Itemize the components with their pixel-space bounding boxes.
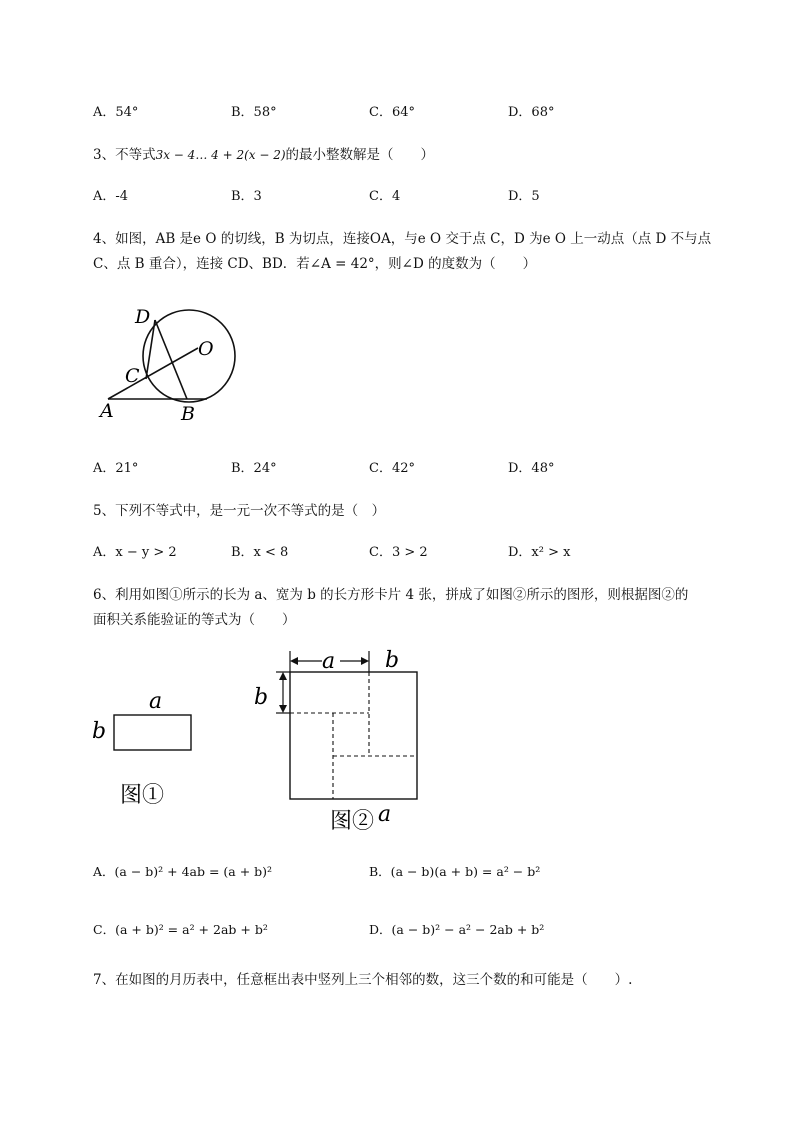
- q4-option-b: B．24°: [231, 461, 277, 476]
- arrowhead-left-icon: [290, 657, 298, 665]
- fig2-label-a-top: a: [322, 649, 336, 674]
- q6-option-c: C．(a + b)² = a² + 2ab + b²: [93, 922, 268, 937]
- q5-option-b: B．x < 8: [231, 545, 289, 560]
- label-b: B: [181, 403, 195, 425]
- q6-question-line1: 6、利用如图①所示的长为 a、宽为 b 的长方形卡片 4 张，拼成了如图②所示的图形，则根据图②的: [93, 587, 689, 603]
- q5-option-a: A．x − y > 2: [93, 545, 177, 560]
- q3-question: [93, 143, 434, 163]
- q3-expression: 3x − 4… 4 + 2(x − 2): [155, 148, 286, 162]
- chord-dc: [146, 320, 155, 379]
- q5-question: 5、下列不等式中，是一元一次不等式的是（ ）: [93, 503, 386, 519]
- q6-option-d: D．(a − b)² − a² − 2ab + b²: [369, 922, 545, 937]
- fig1-label-b: b: [92, 719, 107, 744]
- q2-option-d: D．68°: [508, 105, 555, 120]
- q2-option-c: C．64°: [369, 105, 415, 120]
- q6-question-line2: 面积关系能验证的等式为（ ）: [93, 612, 296, 628]
- q6-figure-2: [250, 645, 440, 840]
- q5-option-c: C．3 > 2: [369, 545, 428, 560]
- q4-option-d: D．48°: [508, 461, 555, 476]
- q4-figure-circle-tangent: [90, 300, 260, 430]
- q3-option-b: B．3: [231, 189, 262, 204]
- fig2-label-b-top: b: [385, 648, 400, 673]
- q7-question: 7、在如图的月历表中，任意框出表中竖列上三个相邻的数，这三个数的和可能是（ ）.: [93, 972, 633, 988]
- q6-figure-1: [85, 680, 205, 815]
- q2-option-b: B．58°: [231, 105, 277, 120]
- arrowhead-up-icon: [279, 672, 287, 680]
- q3-option-d: D．5: [508, 189, 540, 204]
- arrowhead-right-icon: [361, 657, 369, 665]
- fig2-label-b-left: b: [254, 685, 269, 710]
- q2-option-a: A．54°: [93, 105, 139, 120]
- q4-question-line2: C、点 B 重合），连接 CD、BD．若∠A = 42°，则∠D 的度数为（ ）: [93, 256, 537, 272]
- label-c: C: [125, 365, 140, 387]
- fig1-label-a: a: [149, 689, 163, 714]
- q6-option-a: A．(a − b)² + 4ab = (a + b)²: [93, 864, 273, 879]
- outer-square: [290, 672, 417, 799]
- q5-option-d: D．x² > x: [508, 545, 571, 560]
- q4-question-line1: 4、如图，AB 是e O 的切线，B 为切点，连接OA，与e O 交于点 C，D 为e O 上一动点（点 D 不与点: [93, 231, 712, 247]
- fig2-caption: 图②: [330, 809, 375, 834]
- chord-db: [155, 320, 187, 399]
- arrowhead-down-icon: [279, 705, 287, 713]
- fig1-caption: 图①: [120, 783, 165, 808]
- q4-option-c: C．42°: [369, 461, 415, 476]
- q4-option-a: A．21°: [93, 461, 139, 476]
- q6-option-b: B．(a − b)(a + b) = a² − b²: [369, 864, 541, 879]
- q3-prefix: 3、不等式: [93, 147, 156, 163]
- label-o: O: [198, 338, 214, 360]
- rectangle-card: [114, 715, 191, 750]
- inner-dashed-lines: [290, 672, 417, 799]
- fig2-label-a-bottom: a: [378, 802, 392, 827]
- q3-option-c: C．4: [369, 189, 401, 204]
- q3-suffix: 的最小整数解是（ ）: [285, 147, 435, 163]
- label-d: D: [135, 306, 151, 328]
- label-a: A: [100, 400, 114, 422]
- q3-option-a: A．-4: [93, 189, 129, 204]
